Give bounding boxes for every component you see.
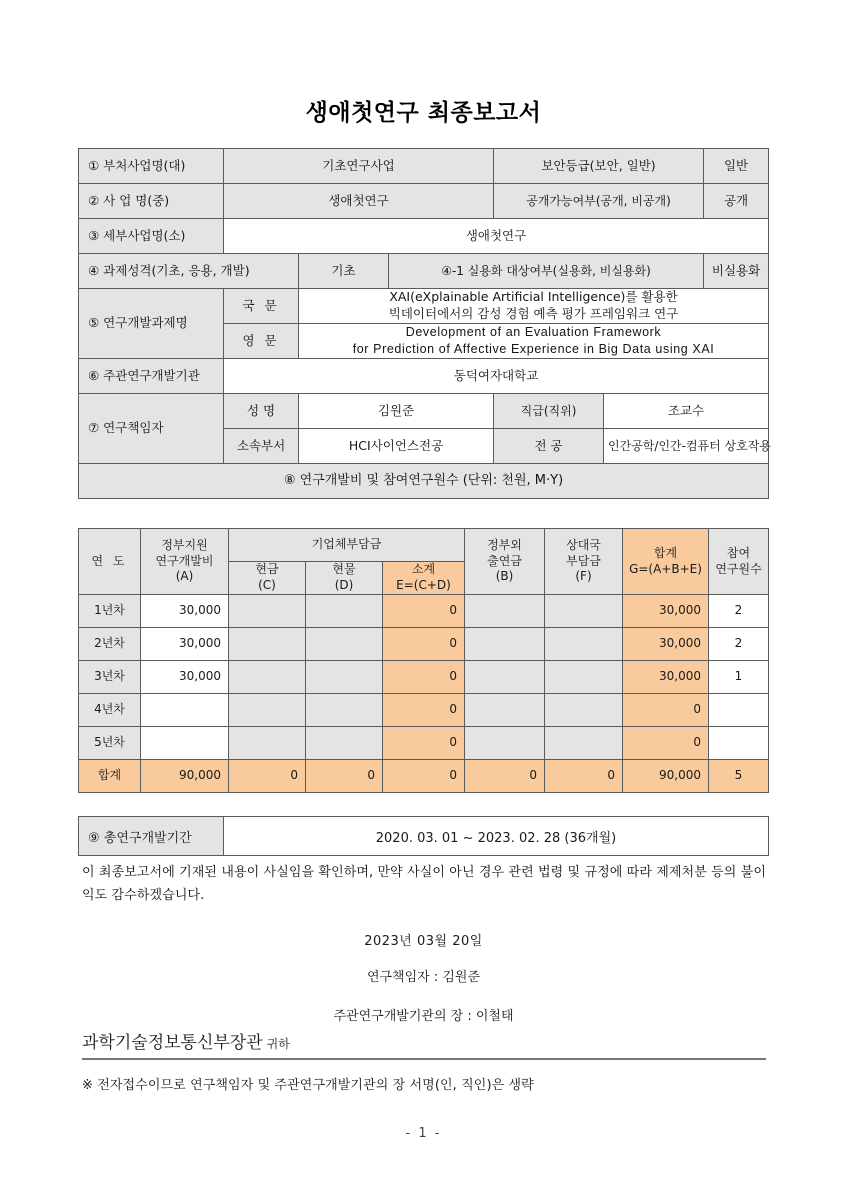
- total-counterpart: 0: [545, 760, 623, 793]
- cell-counterpart: [545, 595, 623, 628]
- cell-counterpart: [545, 694, 623, 727]
- cell-cash: [229, 595, 306, 628]
- cell-cash: [229, 628, 306, 661]
- program-name-label: ② 사 업 명(중): [79, 184, 224, 219]
- table-row: [79, 149, 769, 184]
- header-gov-funding-line2: 연구개발비: [155, 553, 214, 568]
- budget-section-title: ⑧ 연구개발비 및 참여연구원수 (단위: 천원, M·Y): [79, 464, 769, 499]
- table-row: [79, 628, 769, 661]
- cell-cash: [229, 727, 306, 760]
- header-subtotal-line1: 소계: [411, 562, 436, 577]
- total-non-gov: 0: [465, 760, 545, 793]
- english-title-value: [299, 324, 769, 359]
- project-period-label: ⑨ 총연구개발기간: [79, 817, 224, 856]
- header-counterpart-line2: 부담금: [566, 553, 601, 568]
- table-row: [79, 254, 769, 289]
- korean-title-label: 국 문: [224, 289, 299, 324]
- english-title-line2: for Prediction of Affective Experience in Big Data using XAI: [352, 342, 715, 356]
- host-institution-value: 동덕여자대학교: [224, 359, 769, 394]
- security-level-value: 일반: [704, 149, 769, 184]
- header-total: [623, 529, 709, 595]
- cell-counterpart: [545, 727, 623, 760]
- korean-title-line1: XAI(eXplainable Artificial Intelligence)를 활용한: [389, 289, 678, 305]
- header-researchers-line2: 연구원수: [715, 561, 762, 576]
- cell-subtotal: 0: [383, 595, 465, 628]
- header-non-gov-line3: (B): [495, 569, 514, 584]
- budget-total-row: [79, 760, 769, 793]
- cell-cash: [229, 694, 306, 727]
- page-number: - 1 -: [405, 1126, 442, 1141]
- total-researchers: 5: [709, 760, 769, 793]
- signature-principal-investigator: 연구책임자 : 김원준: [366, 970, 481, 985]
- budget-header-row-1: [79, 529, 769, 562]
- header-researchers-line1: 참여: [726, 545, 751, 560]
- header-subtotal: [383, 562, 465, 595]
- cell-subtotal: 0: [383, 661, 465, 694]
- program-name-value: 생애첫연구: [224, 184, 494, 219]
- row-year-label: 4년차: [79, 694, 141, 727]
- cell-non-gov: [465, 628, 545, 661]
- total-gov-funding: 90,000: [141, 760, 229, 793]
- cell-non-gov: [465, 727, 545, 760]
- total-inkind: 0: [306, 760, 383, 793]
- header-company-contribution-group: 기업체부담금: [229, 529, 465, 562]
- row-year-label: 1년차: [79, 595, 141, 628]
- header-non-gov-contribution: [465, 529, 545, 595]
- table-row: [79, 359, 769, 394]
- pi-rank-label: 직급(직위): [494, 394, 604, 429]
- header-inkind-line1: 현물: [332, 562, 356, 577]
- cell-inkind: [306, 595, 383, 628]
- project-nature-label: ④ 과제성격(기초, 응용, 개발): [79, 254, 299, 289]
- cell-total: 30,000: [623, 595, 709, 628]
- cell-gov-funding: 30,000: [141, 661, 229, 694]
- header-inkind: [306, 562, 383, 595]
- header-researchers: [709, 529, 769, 595]
- security-level-label: 보안등급(보안, 일반): [494, 149, 704, 184]
- ministry-program-label: ① 부처사업명(대): [79, 149, 224, 184]
- page-title: 생애첫연구 최종보고서: [305, 100, 542, 126]
- header-cash-line2: (C): [258, 578, 276, 592]
- cell-researchers: 1: [709, 661, 769, 694]
- cell-cash: [229, 661, 306, 694]
- cell-gov-funding: [141, 694, 229, 727]
- cell-subtotal: 0: [383, 727, 465, 760]
- cell-gov-funding: 30,000: [141, 595, 229, 628]
- commercialization-value: 비실용화: [704, 254, 769, 289]
- table-row: [79, 394, 769, 429]
- english-title-label: 영 문: [224, 324, 299, 359]
- table-row: [79, 817, 769, 856]
- cell-inkind: [306, 694, 383, 727]
- project-period-table: [78, 816, 769, 856]
- detail-program-label: ③ 세부사업명(소): [79, 219, 224, 254]
- signature-institution-head: 주관연구개발기관의 장 : 이철태: [333, 1009, 514, 1024]
- cell-researchers: [709, 727, 769, 760]
- english-title-line1: Development of an Evaluation Framework: [405, 325, 662, 340]
- total-cash: 0: [229, 760, 306, 793]
- table-row: [79, 184, 769, 219]
- cell-total: 30,000: [623, 628, 709, 661]
- cell-researchers: [709, 694, 769, 727]
- cell-subtotal: 0: [383, 694, 465, 727]
- cell-inkind: [306, 727, 383, 760]
- header-cash: [229, 562, 306, 595]
- table-row: [79, 464, 769, 499]
- cell-non-gov: [465, 694, 545, 727]
- addressee-line: [82, 1028, 766, 1060]
- cell-total: 30,000: [623, 661, 709, 694]
- korean-title-line2: 빅데이터에서의 감성 경험 예측 평가 프레임워크 연구: [388, 306, 679, 321]
- header-subtotal-line2: E=(C+D): [396, 578, 451, 592]
- principal-investigator-label: ⑦ 연구책임자: [79, 394, 224, 464]
- cell-inkind: [306, 661, 383, 694]
- table-row: [79, 694, 769, 727]
- header-total-line2: G=(A+B+E): [629, 561, 702, 576]
- cell-gov-funding: [141, 727, 229, 760]
- budget-and-researchers-table: [78, 528, 769, 793]
- total-subtotal: 0: [383, 760, 465, 793]
- project-period-value: 2020. 03. 01 ~ 2023. 02. 28 (36개월): [224, 817, 769, 856]
- header-counterpart-contribution: [545, 529, 623, 595]
- table-row: [79, 727, 769, 760]
- table-row: [79, 595, 769, 628]
- disclosure-label: 공개가능여부(공개, 비공개): [494, 184, 704, 219]
- total-row-label: 합계: [79, 760, 141, 793]
- commercialization-label: ④-1 실용화 대상여부(실용화, 비실용화): [389, 254, 704, 289]
- header-counterpart-line3: (F): [575, 569, 592, 584]
- pi-name-label: 성 명: [224, 394, 299, 429]
- signature-date: 2023년 03월 20일: [364, 934, 483, 949]
- project-title-label: ⑤ 연구개발과제명: [79, 289, 224, 359]
- row-year-label: 2년차: [79, 628, 141, 661]
- header-counterpart-line1: 상대국: [566, 538, 601, 553]
- cell-researchers: 2: [709, 595, 769, 628]
- cell-counterpart: [545, 628, 623, 661]
- header-cash-line1: 현금: [255, 562, 279, 577]
- header-total-line1: 합계: [653, 545, 678, 560]
- footnote-text: ※ 전자접수이므로 연구책임자 및 주관연구개발기관의 장 서명(인, 직인)은 생략: [82, 1078, 534, 1093]
- pi-major-label: 전 공: [494, 429, 604, 464]
- pi-department-label: 소속부서: [224, 429, 299, 464]
- pi-name-value: 김원준: [299, 394, 494, 429]
- header-gov-funding: [141, 529, 229, 595]
- pi-department-value: HCI사이언스전공: [299, 429, 494, 464]
- table-row: [79, 219, 769, 254]
- host-institution-label: ⑥ 주관연구개발기관: [79, 359, 224, 394]
- detail-program-value: 생애첫연구: [224, 219, 769, 254]
- header-gov-funding-line3: (A): [175, 569, 194, 584]
- declaration-text: 이 최종보고서에 기재된 내용이 사실임을 확인하며, 만약 사실이 아닌 경우 관련 법령 및 규정에 따라 제제처분 등의 불이익도 감수하겠습니다.: [82, 865, 766, 903]
- ministry-program-value: 기초연구사업: [224, 149, 494, 184]
- cell-gov-funding: 30,000: [141, 628, 229, 661]
- header-gov-funding-line1: 정부지원: [161, 538, 208, 553]
- cell-total: 0: [623, 694, 709, 727]
- cell-non-gov: [465, 661, 545, 694]
- addressee-honorific: 귀하: [266, 1037, 290, 1051]
- korean-title-value: [299, 289, 769, 324]
- row-year-label: 5년차: [79, 727, 141, 760]
- cell-non-gov: [465, 595, 545, 628]
- pi-major-value: 인간공학/인간-컴퓨터 상호작용: [604, 429, 769, 464]
- table-row: [79, 661, 769, 694]
- header-non-gov-line2: 출연금: [487, 553, 522, 568]
- project-info-table: [78, 148, 769, 499]
- cell-counterpart: [545, 661, 623, 694]
- table-row: [79, 289, 769, 324]
- disclosure-value: 공개: [704, 184, 769, 219]
- header-year: 연 도: [79, 529, 141, 595]
- cell-researchers: 2: [709, 628, 769, 661]
- header-non-gov-line1: 정부외: [487, 538, 522, 553]
- header-inkind-line2: (D): [334, 578, 354, 592]
- pi-rank-value: 조교수: [604, 394, 769, 429]
- row-year-label: 3년차: [79, 661, 141, 694]
- total-grand: 90,000: [623, 760, 709, 793]
- cell-inkind: [306, 628, 383, 661]
- addressee-name: 과학기술정보통신부장관: [82, 1033, 263, 1053]
- project-nature-value: 기초: [299, 254, 389, 289]
- cell-total: 0: [623, 727, 709, 760]
- cell-subtotal: 0: [383, 628, 465, 661]
